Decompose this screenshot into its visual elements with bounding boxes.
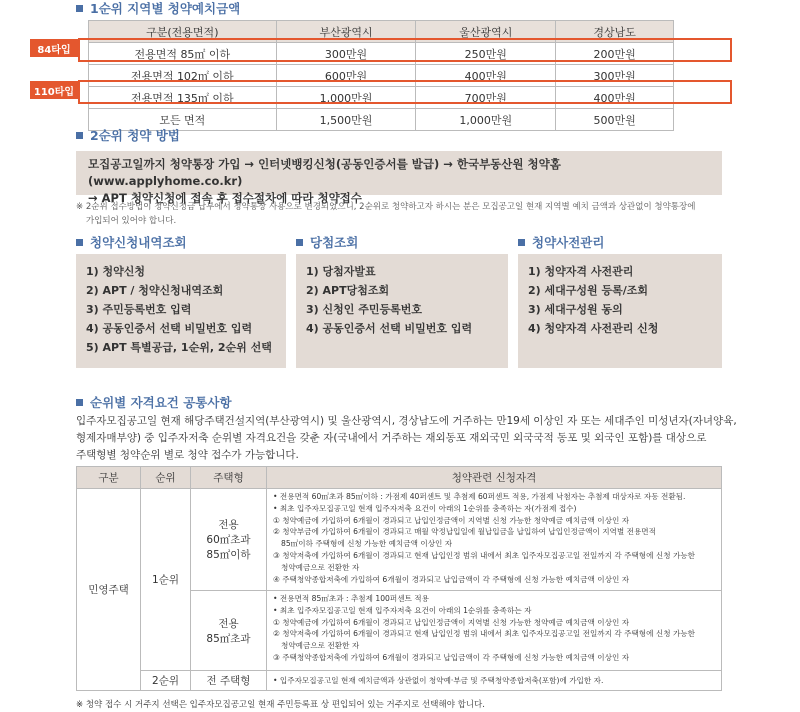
table-cell: 1,000만원: [276, 87, 416, 109]
table-cell: 모든 면적: [89, 109, 277, 131]
detail-line: • 최초 입주자모집공고일 현재 입주자저축 요건이 아래의 1순위를 충족하는 자(가점제 접수): [273, 503, 577, 513]
table-cell: 300만원: [556, 65, 674, 87]
house-type-line: 60㎡초과: [206, 534, 251, 546]
col2-title: [296, 233, 358, 251]
note-line: ※ 2순위 접수방법이 청약신청금 납부에서 청약통장 사용으로 변경되었으니, 2순위로 청약하고자 하시는 분은 모집공고일 현재 지역별 예치 금액과 상관없이 청약통장에: [76, 202, 696, 212]
table-cell: 700만원: [416, 87, 556, 109]
highlight-box-84: [78, 38, 732, 62]
section2-note: [76, 200, 736, 228]
list-item: 2) APT / 청약신청내역조회: [86, 284, 224, 297]
section1-title: [76, 0, 240, 17]
table-cell: 전용면적 135㎡ 이하: [89, 87, 277, 109]
detail-line: 청약예금으로 전환한 자: [281, 641, 360, 651]
house-type-line: 전용: [218, 617, 239, 630]
paragraph-line: 주택형별 청약순위 별로 청약 접수가 가능합니다.: [76, 449, 299, 461]
house-type-line: 85㎡이하: [206, 549, 251, 561]
col2-box: [296, 254, 508, 368]
type-tag-110: 110타입: [30, 81, 78, 99]
detail-line: ② 청약저축에 가입하여 6개월이 경과되고 현재 납입인정 범위 내에서 최초 입주자모집공고일 전일까지 각 주택형에 신청 가능한: [273, 629, 695, 639]
deposit-table: [88, 20, 674, 131]
table-cell: 전용면적 102㎡ 이하: [89, 65, 277, 87]
detail-cell: • 입주자모집공고일 현재 예치금액과 상관없이 청약예·부금 및 주택청약종합저축(포함)에 가입한 자.: [267, 671, 722, 691]
section2-title: [76, 126, 180, 144]
header-cell: 울산광역시: [416, 21, 556, 43]
detail-line: ② 청약부금에 가입하여 6개월이 경과되고 매월 약정납입일에 월납입금을 납입하여 납입인정금액이 지역별 전용면적: [273, 527, 656, 537]
detail-line: 청약예금으로 전환한 자: [281, 562, 360, 572]
header-cell: 구분: [77, 467, 141, 489]
note-line: 가입되어 있어야 합니다.: [86, 216, 177, 226]
square-bullet-icon: [518, 239, 525, 246]
paragraph-line: 형제자매부양) 중 입주자저축 순위별 자격요건을 갖춘 자(국내에서 거주하는 재외동포 재외국민 외국국적 동포 및 외국인 포함)를 대상으로: [76, 432, 707, 444]
list-item: 2) 세대구성원 등록/조회: [528, 284, 648, 297]
detail-line: • 최초 입주자모집공고일 현재 입주자저축 요건이 아래의 1순위를 충족하는 자: [273, 605, 532, 615]
detail-line: 85㎡이하 주택형에 신청 가능한 예치금액 이상인 자: [281, 539, 453, 549]
house-type-line: 전용: [218, 519, 239, 531]
detail-line: ① 청약예금에 가입하여 6개월이 경과되고 납입인정금액이 지역별 신청 가능한 청약예금 예치금액 이상인 자: [273, 515, 630, 525]
section2-title-text: 2순위 청약 방법: [90, 128, 180, 143]
list-item: 2) APT당첨조회: [306, 284, 390, 297]
method-box: [76, 151, 722, 205]
square-bullet-icon: [76, 399, 83, 406]
table-cell: 250만원: [416, 43, 556, 65]
table-cell: 600만원: [276, 65, 416, 87]
list-item: 4) 공동인증서 선택 비밀번호 입력: [86, 322, 253, 335]
list-item: 1) 당첨자발표: [306, 265, 376, 278]
header-cell: 순위: [141, 467, 191, 489]
table-row: [77, 489, 722, 591]
header-cell: 주택형: [191, 467, 267, 489]
header-cell: 부산광역시: [276, 21, 416, 43]
qualification-table: [76, 466, 722, 691]
list-item: 1) 청약자격 사전관리: [528, 265, 634, 278]
detail-line: • 전용면적 60㎡초과 85㎡이하 : 가점제 40퍼센트 및 추첨제 60퍼센트 적용, 가점제 낙첨자는 추첨제 대상자로 자동 전환됨.: [273, 492, 686, 501]
detail-line: ④ 주택청약종합저축에 가입하여 6개월이 경과되고 납입금액이 각 주택형에 신청 가능한 예치금액 이상인 자: [273, 574, 630, 584]
method-line: 모집공고일까지 청약통장 가입 → 인터넷뱅킹신청(공동인증서를 발급) → 한국부동산원 청약홈(www.applyhome.co.kr): [88, 157, 561, 188]
list-item: 3) 주민등록번호 입력: [86, 303, 192, 316]
col3-title-text: 청약사전관리: [532, 235, 605, 250]
col1-title-text: 청약신청내역조회: [90, 235, 187, 250]
col3-box: [518, 254, 722, 368]
footnote: ※ 청약 접수 시 거주지 선택은 입주자모집공고일 현재 주민등록표 상 편입되어 있는 거주지로 선택해야 합니다.: [76, 700, 485, 710]
section3-paragraph: [76, 413, 756, 464]
list-item: 3) 신청인 주민등록번호: [306, 303, 422, 316]
type-tag-84: 84타입: [30, 39, 78, 57]
detail-cell: [267, 489, 722, 591]
rank-cell: 1순위: [141, 489, 191, 671]
col3-title: [518, 233, 604, 251]
section3-title: [76, 393, 232, 411]
table-cell: 400만원: [416, 65, 556, 87]
square-bullet-icon: [76, 5, 83, 12]
rank-cell: 2순위: [141, 671, 191, 691]
house-type-line: 85㎡초과: [206, 632, 251, 645]
highlight-box-110: [78, 80, 732, 104]
header-cell: 경상남도: [556, 21, 674, 43]
col1-box: [76, 254, 286, 368]
detail-cell: [267, 591, 722, 671]
detail-line: ③ 청약저축에 가입하여 6개월이 경과되고 현재 납입인정 범위 내에서 최초 입주자모집공고일 전일까지 각 주택형에 신청 가능한: [273, 550, 695, 560]
square-bullet-icon: [76, 132, 83, 139]
qualification-table-header: [77, 467, 722, 489]
list-item: 4) 공동인증서 선택 비밀번호 입력: [306, 322, 473, 335]
paragraph-line: 입주자모집공고일 현재 해당주택건설지역(부산광역시) 및 울산광역시, 경상남도에 거주하는 만19세 이상인 자 또는 세대주인 미성년자(자녀양육,: [76, 415, 737, 427]
table-cell: 전용면적 85㎡ 이하: [89, 43, 277, 65]
house-type-cell: [191, 591, 267, 671]
table-cell: 1,000만원: [416, 109, 556, 131]
header-cell: 청약관련 신청자격: [267, 467, 722, 489]
table-cell: 1,500만원: [276, 109, 416, 131]
square-bullet-icon: [76, 239, 83, 246]
detail-line: ① 청약예금에 가입하여 6개월이 경과되고 납입인정금액이 지역별 신청 가능한 청약예금 예치금액 이상인 자: [273, 617, 630, 627]
category-cell: 민영주택: [77, 489, 141, 691]
section3-title-text: 순위별 자격요건 공통사항: [90, 395, 232, 410]
method-line: → APT 청약신청에 접속 후 접수절차에 따라 청약접수: [88, 191, 362, 205]
list-item: 4) 청약자격 사전관리 신청: [528, 322, 659, 335]
section1-title-text: 1순위 지역별 청약예치금액: [90, 1, 241, 16]
header-cell: 구분(전용면적): [89, 21, 277, 43]
col2-title-text: 당첨조회: [310, 235, 359, 250]
table-cell: 200만원: [556, 43, 674, 65]
list-item: 5) APT 특별공급, 1순위, 2순위 선택: [86, 341, 272, 354]
detail-line: ③ 주택청약종합저축에 가입하여 6개월이 경과되고 납입금액이 각 주택형에 신청 가능한 예치금액 이상인 자: [273, 652, 630, 662]
house-type-cell: [191, 489, 267, 591]
col1-title: [76, 233, 187, 251]
square-bullet-icon: [296, 239, 303, 246]
table-cell: 300만원: [276, 43, 416, 65]
table-row: [77, 671, 722, 691]
detail-line: • 전용면적 85㎡초과 : 추첨제 100퍼센트 적용: [273, 594, 429, 603]
list-item: 1) 청약신청: [86, 265, 146, 278]
list-item: 3) 세대구성원 동의: [528, 303, 623, 316]
table-cell: 400만원: [556, 87, 674, 109]
house-type-cell: 전 주택형: [191, 671, 267, 691]
table-cell: 500만원: [556, 109, 674, 131]
